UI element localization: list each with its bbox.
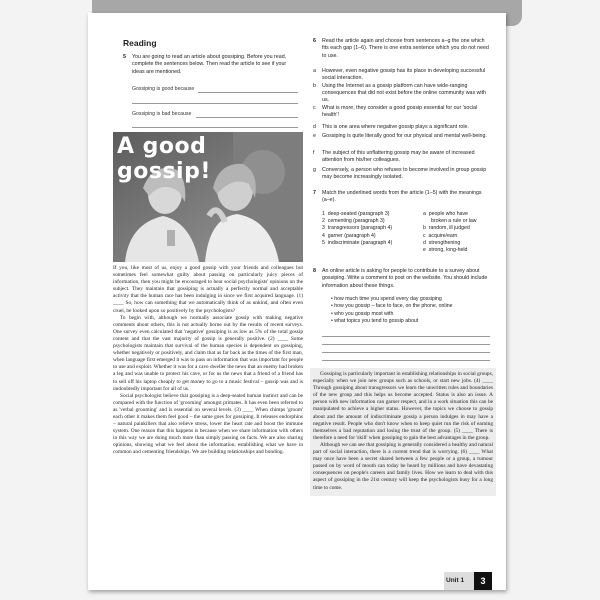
option-a: a However, even negative gossip has its place in developing successful social interaction. [313,68,486,81]
meaning-item: c acquire/earn [423,232,458,239]
answer-line[interactable] [322,344,490,345]
question-7-text: Match the underlined words from the article (1–5) with the meanings (a–e). [322,190,482,204]
article-paragraph: Gossiping is particularly important in establishing relationships in social groups, especially when we join new groups such as schools, or start new jobs. (4) ____ Through gossiping about transgressors we learn the unwritten rules and boundaries of the new group and this helps us become accepted. Status is also an issue. A person with new information can garner respect, and in a work situation this can be manipulated to achieve a higher status. However, the topics we choose to gossip about and the amount of indiscriminate gossip a person indulges in may have a negative result. People who don't know when to keep quiet run the risk of earning themselves a bad reputation and losing the trust of the group. (5) ____ There is therefore a need for 'skill' when gossiping to gain the best advantages in the group. [313,371,493,441]
question-8-number: 8 [313,268,316,274]
answer-line[interactable] [198,92,298,93]
article-paragraph: If you, like most of us, enjoy a good gossip with your friends and colleagues but sometimes feel somewhat guilty about passing on particularly juicy pieces of information, then you might be encouraged to hear social psychologists' opinions on the subject. They maintain that gossiping is actually a perfectly normal and acceptable activity that the human race has been indulging in since we first acquired language. (1) ____ So, how can something that we automatically think of as unkind, and often even cruel, be looked upon so positively by the psychologists? [113,265,303,314]
question-8-bullets [331,296,453,326]
match-item: 3 transgressors (paragraph 4) [322,225,393,232]
question-8-text: An online article is asking for people to contribute to a survey about gossiping. Write a comment to post on the website. You should include information about these things. [322,268,488,289]
prompt-bad: Gossiping is bad because [132,111,192,117]
match-right-list [423,211,491,254]
option-e: e Gossiping is quite literally good for our physical and mental well-being. [313,133,487,139]
meaning-item: b random, ill judged [423,225,470,232]
meaning-item: broken a rule or law [431,218,477,225]
article-title: A good gossip! [117,134,211,184]
bullet-item: • how you gossip – face to face, on the phone, online [331,303,453,310]
question-7 [313,190,490,205]
match-left-list [322,211,422,247]
unit-label: Unit 1 [446,577,465,584]
answer-line[interactable] [322,336,490,337]
article-paragraph: Although we can see that gossiping is generally considered a healthy and natural part of social interaction, there is a current trend that is worrying. (6) ____ What may once have been a secret shared between a few people or a group, a rumour passed on by word of mouth can today be heard by millions and have devastating consequences on people's careers and family lives. How we learn to deal with this aspect of gossiping in the 21st century will keep the psychologists busy for a long time to come. [313,441,493,491]
bullet-item: • how much time you spend every day gossiping [331,296,442,302]
question-6-number: 6 [313,38,316,44]
option-d: d This is one area where negative gossip plays a significant role. [313,124,469,130]
bullet-item: • who you gossip most with [331,310,394,317]
article-left-column [113,265,303,457]
match-item: 1 deep-seated (paragraph 3) [322,211,390,217]
match-item: 2 cementing (paragraph 3) [322,218,385,225]
bullet-item: • what topics you tend to gossip about [331,318,419,325]
option-g: g Conversely, a person who refuses to become involved in group gossip may become increasingly isolated. [313,167,487,180]
prompt-good: Gossiping is good because [132,86,195,92]
question-5-number: 5 [123,54,126,60]
answer-line[interactable] [322,352,490,353]
article-paragraph: To begin with, although we normally associate gossip with making negative comments about others, this is not actually borne out by the results of recent surveys. One survey even calculated that 'negative' gossiping is as low as 5% of the total gossip content and that the vast majority of gossip is generally positive. (2) ____ Some psychologists maintain that survival of the human species is dependent on gossiping, whether negatively or positively, and claim that as far back as the times of the first man, when language first emerged it was to pass on information that was important for people to use and exploit. Whether it was for a cave dweller the news that an enemy had broken a leg and was unable to protect his cave, or for us the news that a friend of a friend has to sell off his laptop cheaply to get money to go to a music festival – gossip was and is undoubtedly important for all of us. [113,314,303,392]
question-8 [313,268,490,290]
meaning-item: a people who have [423,211,469,217]
article-paragraph: Social psychologist believe that gossiping is a deep-seated human instinct and can be compared with the function of 'grooming' amongst primates. It has even been referred to as 'verbal grooming' and is essential on several levels. (3) ____ When chimps 'groom' each other it makes them feel good – the same goes for gossiping. It releases endorphins – natural painkillers that also relieve stress, lower the heart rate and boost the immune system. One reason that this happens is because when we share information with others in this way we are doing much more than simply passing on facts. We are also sharing opinions, showing what we feel about the information, establishing what we have in common and cementing friendships. We are building relationships and bonding. [113,392,303,456]
option-c: c What is more, they consider a good gossip essential for our 'social health'! [313,105,478,118]
question-6 [313,38,490,60]
question-5 [123,54,300,76]
option-f: f The subject of this unflattering gossip may be aware of increased attention from his/her colleagues. [313,150,475,163]
answer-line[interactable] [132,103,298,104]
section-title: Reading [123,38,157,48]
question-5-text: You are going to read an article about gossiping. Before you read, complete the sentences below. Then read the article to see if your ideas are mentioned. [132,54,287,75]
article-photo [113,132,303,262]
page-number: 3 [474,572,492,590]
question-6-text: Read the article again and choose from sentences a–g the one which fits each gap (1–6). There is one extra sentence which you do not need to use. [322,38,489,59]
answer-line[interactable] [196,117,298,118]
match-item: 4 garner (paragraph 4) [322,232,376,239]
match-item: 5 indiscriminate (paragraph 4) [322,239,393,246]
article-right-column [310,368,496,496]
meaning-item: e strong, long-held [423,247,468,254]
option-b: b Using the Internet as a gossip platform can have wide-ranging consequences that did not exist before the online community was with us. [313,83,487,103]
question-7-number: 7 [313,190,316,196]
answer-line[interactable] [132,127,298,128]
answer-line[interactable] [322,360,490,361]
meaning-item: d strengthening [423,239,461,246]
